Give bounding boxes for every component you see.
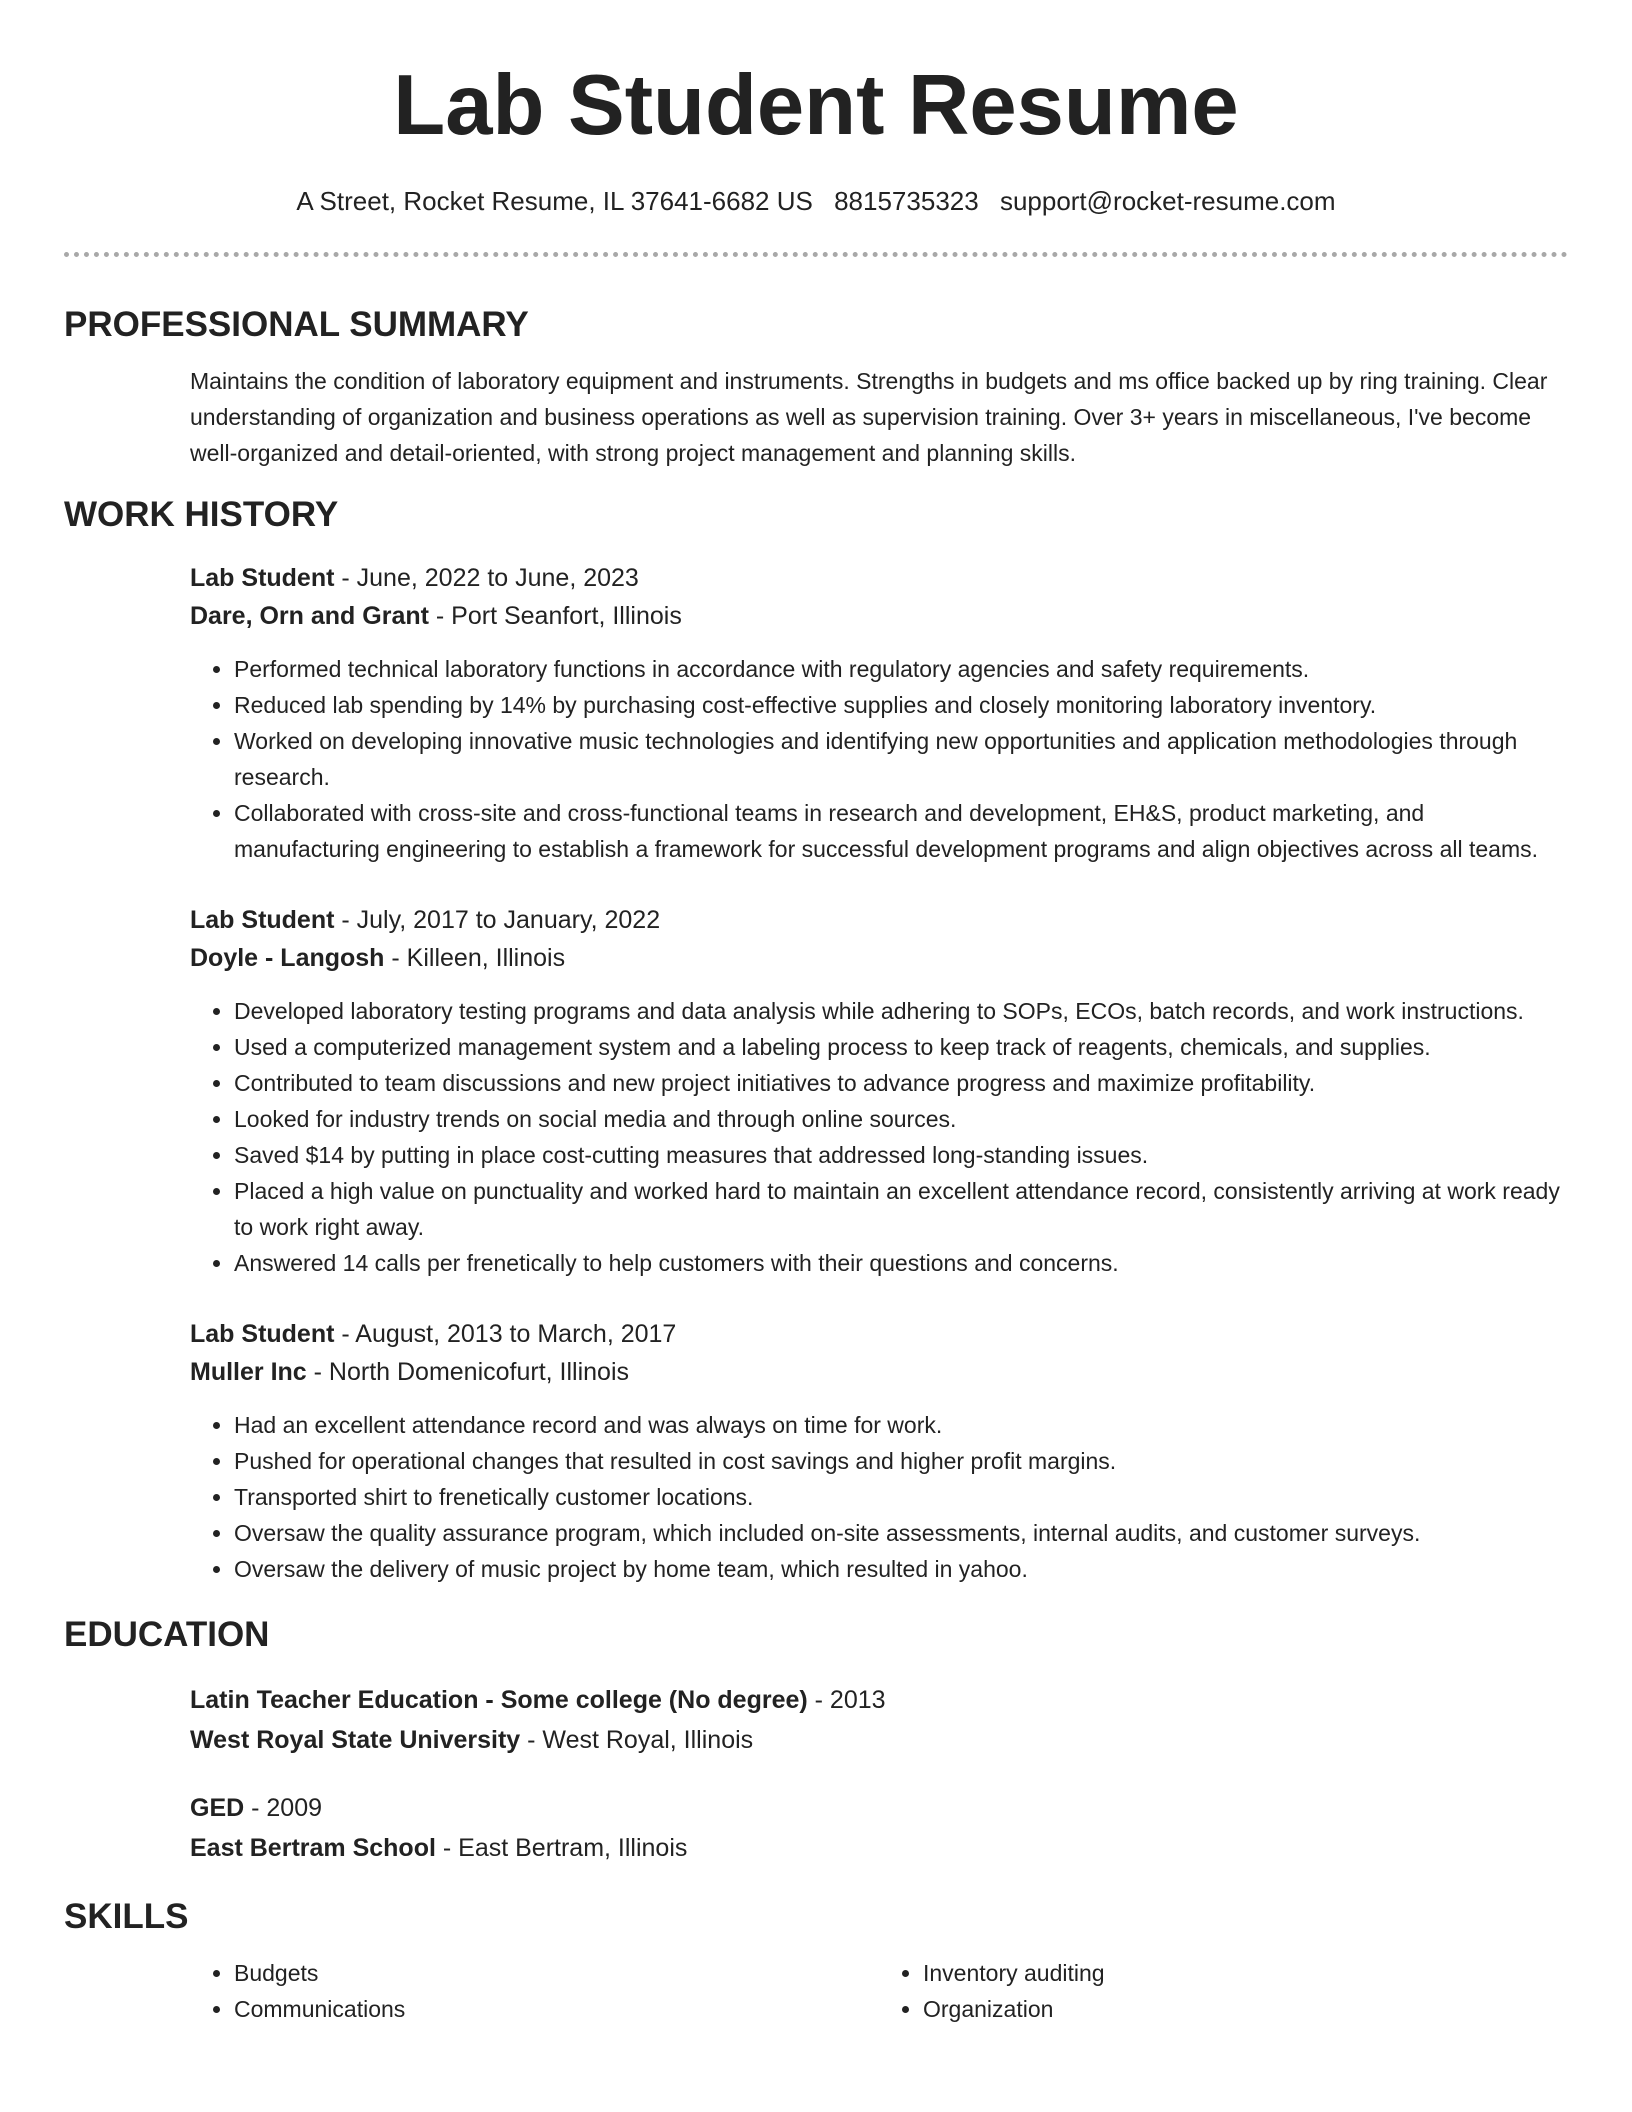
education-entry	[190, 1681, 1568, 1759]
education-degree: Latin Teacher Education - Some college (No degree)	[190, 1686, 808, 1714]
job-title-line	[190, 1315, 1568, 1353]
skill-item: • Communications	[234, 1991, 879, 2027]
list-item: • Saved $14 by putting in place cost-cutting measures that addressed long-standing issues.	[234, 1137, 1568, 1173]
resume-page	[64, 0, 1568, 2027]
skills-column-left	[190, 1955, 879, 2027]
education-degree: GED	[190, 1794, 245, 1822]
list-item: • Transported shirt to frenetically customer locations.	[234, 1479, 1568, 1515]
job-bullets	[190, 993, 1568, 1281]
education-school-line	[190, 1829, 1568, 1867]
education-location: - West Royal, Illinois	[520, 1726, 754, 1754]
contact-phone: 8815735323	[834, 186, 979, 216]
skill-item: • Organization	[923, 1991, 1568, 2027]
skills-heading: SKILLS	[64, 1897, 189, 1936]
job-title-line	[190, 901, 1568, 939]
job-dates: - July, 2017 to January, 2022	[334, 906, 661, 934]
header-divider	[64, 252, 1568, 257]
contact-address: A Street, Rocket Resume, IL 37641-6682 US	[296, 186, 813, 216]
education-location: - East Bertram, Illinois	[435, 1834, 688, 1862]
list-item: • Oversaw the delivery of music project by home team, which resulted in yahoo.	[234, 1551, 1568, 1587]
job-company: Dare, Orn and Grant	[190, 602, 429, 630]
job-company: Muller Inc	[190, 1358, 307, 1386]
list-item: • Used a computerized management system and a labeling process to keep track of reagents, chemicals, and supplies.	[234, 1029, 1568, 1065]
job-location: - Killeen, Illinois	[384, 944, 566, 972]
list-item: • Looked for industry trends on social media and through online sources.	[234, 1101, 1568, 1137]
education-degree-line	[190, 1789, 1568, 1827]
education-year: - 2013	[807, 1686, 886, 1714]
list-item: • Collaborated with cross-site and cross-functional teams in research and development, EH&S, product marketing, and manufacturing engineering to establish a framework for successful development programs and align objectives across all teams.	[234, 795, 1568, 867]
job-company-line	[190, 597, 1568, 635]
education-school: East Bertram School	[190, 1834, 436, 1862]
job-dates: - June, 2022 to June, 2023	[334, 564, 639, 592]
job-company-line	[190, 1353, 1568, 1391]
job-location: - North Domenicofurt, Illinois	[306, 1358, 630, 1386]
list-item: • Reduced lab spending by 14% by purchasing cost-effective supplies and closely monitoring laboratory inventory.	[234, 687, 1568, 723]
job-role: Lab Student	[190, 1320, 335, 1348]
list-item: • Oversaw the quality assurance program, which included on-site assessments, internal audits, and customer surveys.	[234, 1515, 1568, 1551]
job-dates: - August, 2013 to March, 2017	[334, 1320, 677, 1348]
education-year: - 2009	[244, 1794, 323, 1822]
list-item: • Pushed for operational changes that resulted in cost savings and higher profit margins.	[234, 1443, 1568, 1479]
job-role: Lab Student	[190, 906, 335, 934]
resume-title: Lab Student Resume	[393, 58, 1239, 153]
job-role: Lab Student	[190, 564, 335, 592]
job-company-line	[190, 939, 1568, 977]
job-entry	[190, 559, 1568, 867]
education-school-line	[190, 1721, 1568, 1759]
skills-column-right	[879, 1955, 1568, 2027]
work-history-heading: WORK HISTORY	[64, 495, 339, 534]
list-item: • Contributed to team discussions and new project initiatives to advance progress and maximize profitability.	[234, 1065, 1568, 1101]
contact-line	[64, 184, 1568, 218]
job-bullets	[190, 1407, 1568, 1587]
job-entry	[190, 901, 1568, 1281]
education-degree-line	[190, 1681, 1568, 1719]
summary-heading: PROFESSIONAL SUMMARY	[64, 305, 529, 344]
list-item: • Developed laboratory testing programs and data analysis while adhering to SOPs, ECOs, batch records, and work instructions.	[234, 993, 1568, 1029]
education-heading: EDUCATION	[64, 1615, 270, 1654]
list-item: • Performed technical laboratory functions in accordance with regulatory agencies and safety requirements.	[234, 651, 1568, 687]
skill-item: • Inventory auditing	[923, 1955, 1568, 1991]
summary-text: Maintains the condition of laboratory equipment and instruments. Strengths in budgets and ms office backed up by ring training. Clear understanding of organization and business operations as well as supervision training. Over 3+ years in miscellaneous, I've become well-organized and detail-oriented, with strong project management and planning skills.	[190, 368, 1548, 466]
education-entry	[190, 1789, 1568, 1867]
contact-email: support@rocket-resume.com	[999, 186, 1336, 216]
job-company: Doyle - Langosh	[190, 944, 385, 972]
job-location: - Port Seanfort, Illinois	[428, 602, 682, 630]
list-item: • Answered 14 calls per frenetically to help customers with their questions and concerns.	[234, 1245, 1568, 1281]
list-item: • Worked on developing innovative music technologies and identifying new opportunities and application methodologies through research.	[234, 723, 1568, 795]
job-entry	[190, 1315, 1568, 1587]
education-school: West Royal State University	[190, 1726, 521, 1754]
job-bullets	[190, 651, 1568, 867]
job-title-line	[190, 559, 1568, 597]
skill-item: • Budgets	[234, 1955, 879, 1991]
skills-list	[190, 1955, 1568, 2027]
list-item: • Had an excellent attendance record and was always on time for work.	[234, 1407, 1568, 1443]
list-item: • Placed a high value on punctuality and worked hard to maintain an excellent attendance record, consistently arriving at work ready to work right away.	[234, 1173, 1568, 1245]
